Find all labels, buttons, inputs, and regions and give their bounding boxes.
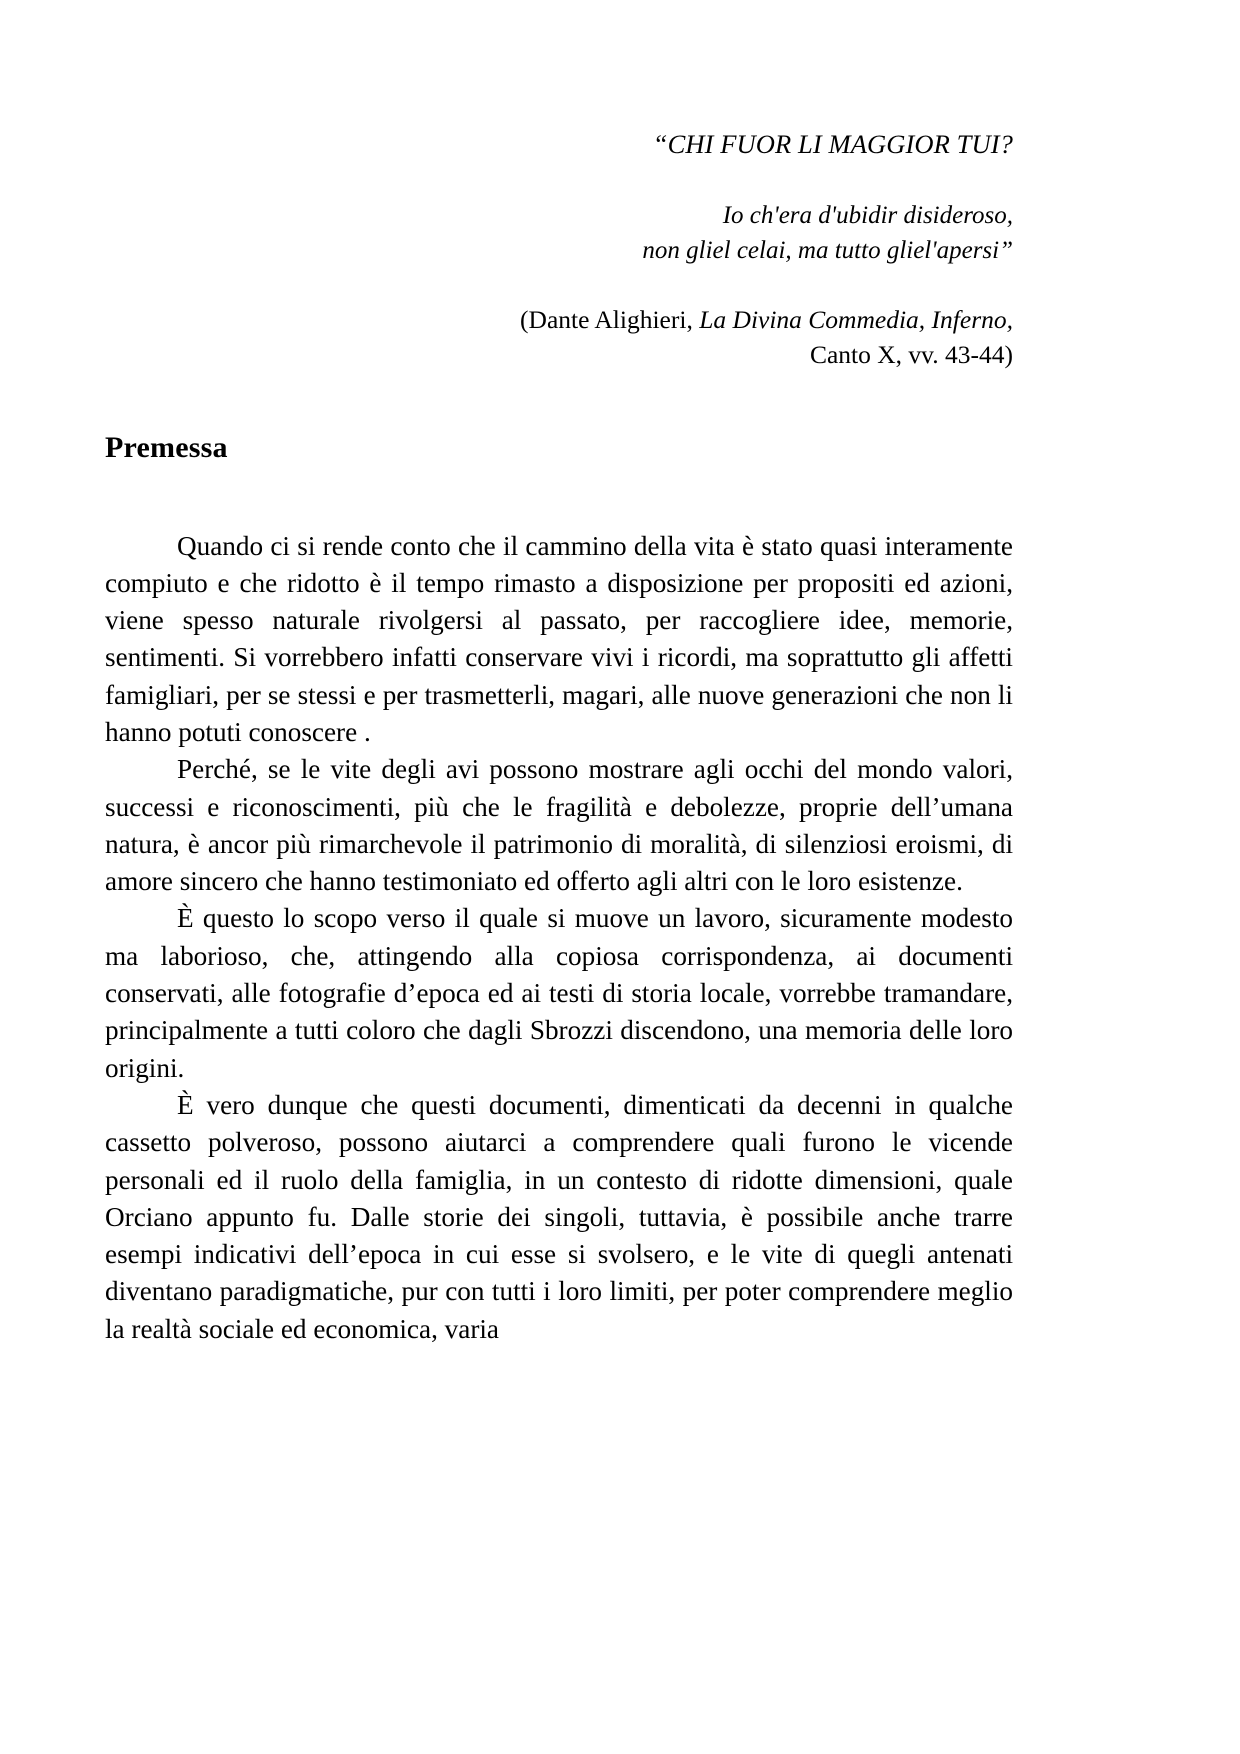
epigraph-source-line-1 bbox=[105, 302, 1013, 337]
section-heading-premessa: Premessa bbox=[105, 430, 228, 464]
page-content-column bbox=[105, 0, 1013, 1348]
epigraph-source-author: (Dante Alighieri bbox=[520, 305, 687, 335]
paragraph: È vero dunque che questi documenti, dimenticati da decenni in qualche cassetto polveroso, possono aiutarci a comprendere quali furono le vicende personali ed il ruolo della famiglia, in un contesto di ridotte dimensioni, quale Orciano appunto fu. Dalle storie dei singoli, tuttavia, è possibile anche trarre esempi indicativi dell’epoca in cui esse si svolsero, e le vite di quegli antenati diventano paradigmatiche, pur con tutti i loro limiti, per poter comprendere meglio la realtà sociale ed economica, varia bbox=[105, 1089, 1013, 1344]
paragraph: Perché, se le vite degli avi possono mostrare agli occhi del mondo valori, successi e riconoscimenti, più che le fragilità e debolezze, proprie dell’umana natura, è ancor più rimarchevole il patrimonio di moralità, di silenziosi eroismi, di amore sincero che hanno testimoniato ed offerto agli altri con le loro esistenze. bbox=[105, 754, 1013, 897]
paragraph: Quando ci si rende conto che il cammino della vita è stato quasi interamente compiuto e che ridotto è il tempo rimasto a disposizione per propositi ed azioni, viene spesso naturale rivolgersi al passato, per raccogliere idee, memorie, sentimenti. Si vorrebbero infatti conservare vivi i ricordi, ma soprattutto gli affetti famigliari, per se stessi e per trasmetterli, magari, alle nuove generazioni che non li hanno potuti conoscere . bbox=[105, 530, 1013, 747]
body-copy bbox=[105, 528, 1013, 1349]
epigraph-verses bbox=[105, 199, 1013, 268]
paragraph: È questo lo scopo verso il quale si muove un lavoro, sicuramente modesto ma laborioso, che, attingendo alla copiosa corrispondenza, ai documenti conservati, alle fotografie d’epoca ed ai testi di storia locale, vorrebbe tramandare, principalmente a tutti coloro che dagli Sbrozzi discendono, una memoria delle loro origini. bbox=[105, 903, 1013, 1083]
epigraph-verse-line: Io ch'era d'ubidir disideroso, bbox=[722, 202, 1013, 230]
epigraph-source-line-2: Canto X, vv. 43-44) bbox=[809, 340, 1013, 370]
epigraph-source-separator: , bbox=[686, 305, 700, 335]
epigraph-verse-line: non gliel celai, ma tutto gliel'apersi” bbox=[642, 236, 1013, 264]
epigraph-source bbox=[105, 302, 1013, 372]
epigraph-title: “CHI FUOR LI MAGGIOR TUI? bbox=[652, 129, 1013, 159]
epigraph-block bbox=[105, 0, 1013, 373]
epigraph-source-work: La Divina Commedia, Inferno, bbox=[699, 305, 1013, 335]
